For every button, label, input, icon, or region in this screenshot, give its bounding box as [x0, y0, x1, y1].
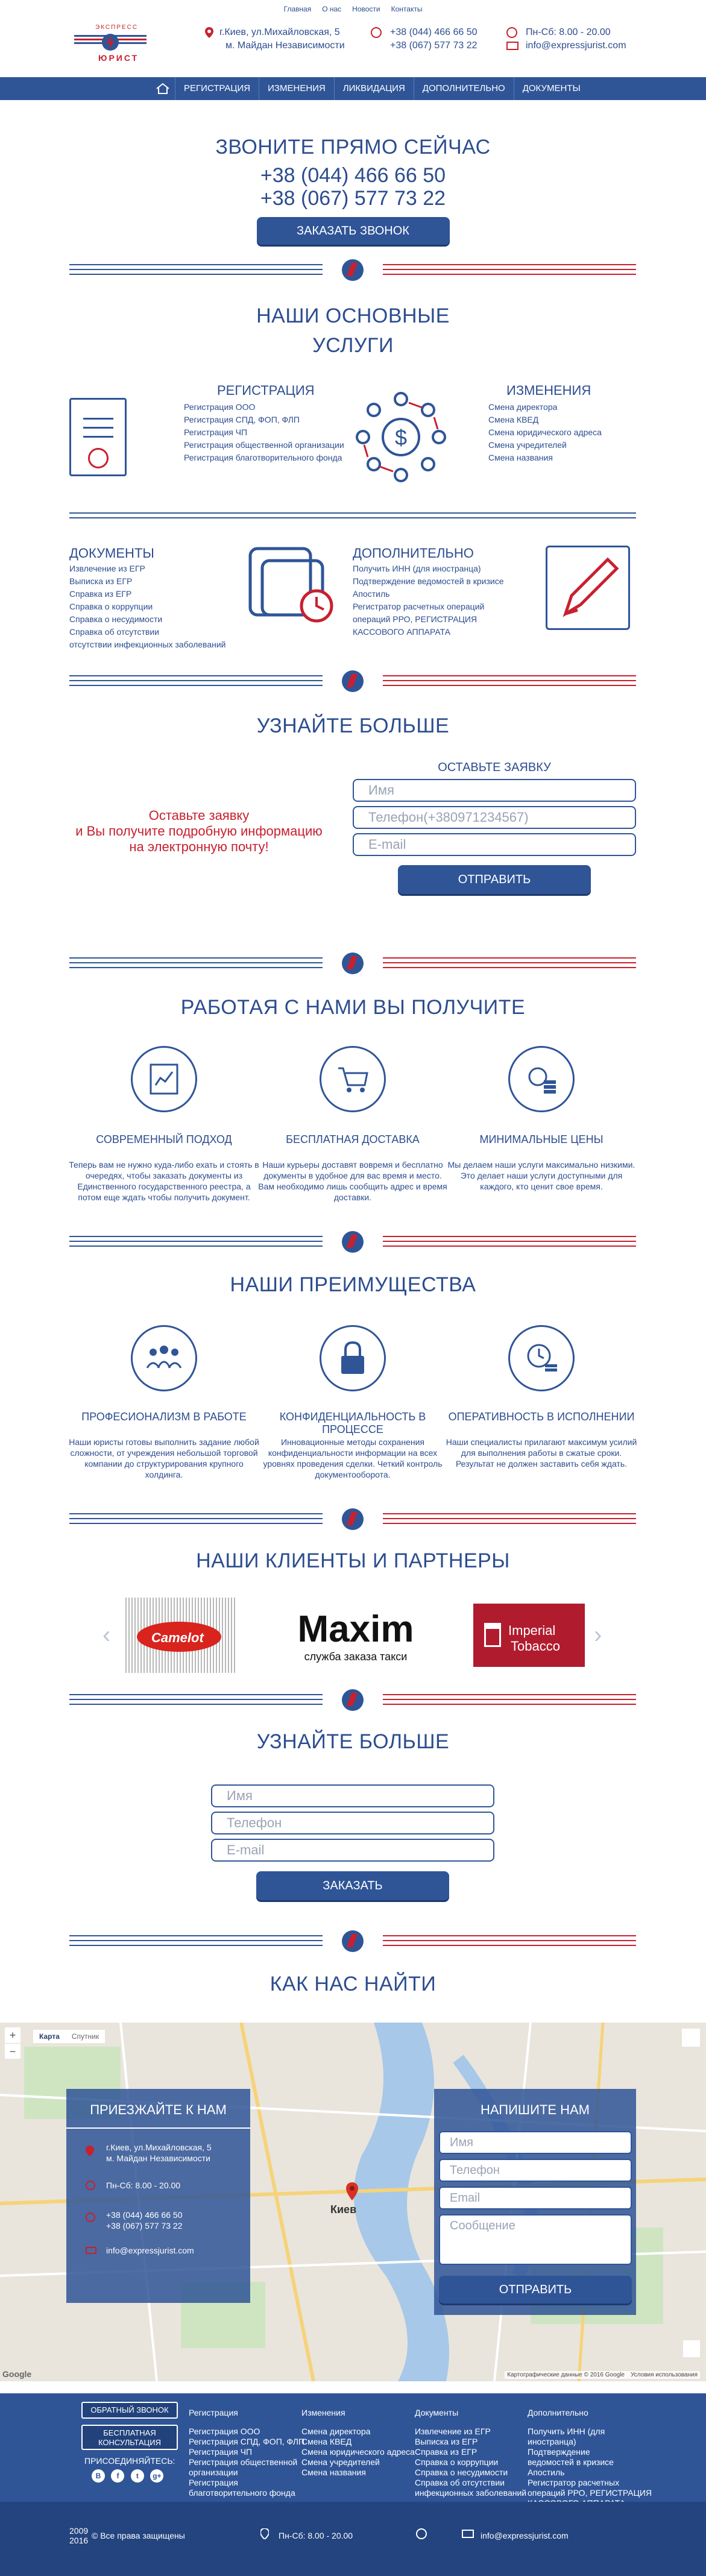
order-button[interactable]: ЗАКАЗАТЬ: [256, 1871, 449, 1900]
call-now-section: [0, 136, 706, 245]
nav-additional[interactable]: ДОПОЛНИТЕЛЬНО: [414, 77, 514, 100]
advantage-title: ОПЕРАТИВНОСТЬ В ИСПОЛНЕНИИ: [448, 1411, 635, 1423]
documents-item[interactable]: Справка о несудимости: [69, 614, 163, 624]
services-section: [0, 304, 706, 357]
footer-link[interactable]: Выписка из ЕГР: [415, 2437, 478, 2446]
lightning-icon: [342, 1689, 364, 1711]
benefit-text: Мы делаем наши услуги максимально низкими. Это делает наши услуги доступными для каждого, кто ценит свое время.: [447, 1160, 635, 1191]
map[interactable]: [0, 2023, 706, 2381]
footer-link[interactable]: Справка о коррупции: [415, 2457, 499, 2467]
phone-icon: [371, 27, 382, 38]
map-attribution: [505, 2371, 700, 2379]
footer-link[interactable]: Справка об отсутствии: [415, 2478, 505, 2487]
maxim-logo-text: Maxim: [297, 1608, 414, 1650]
google-logo: Google: [2, 2369, 32, 2379]
footer-email[interactable]: info@expressjurist.com: [481, 2531, 569, 2540]
services-title2: УСЛУГИ: [312, 334, 394, 357]
main-nav: [0, 77, 706, 100]
documents-item[interactable]: Справка об отсутствии: [69, 627, 159, 637]
visit-phone[interactable]: +38 (044) 466 66 50: [106, 2210, 183, 2220]
benefit-title: МИНИМАЛЬНЫЕ ЦЕНЫ: [479, 1133, 604, 1145]
documents-item[interactable]: Справка о коррупции: [69, 602, 153, 611]
call-now-phone1[interactable]: +38 (044) 466 66 50: [260, 164, 446, 187]
logo[interactable]: [71, 24, 150, 72]
email-input-2[interactable]: E-mail: [211, 1839, 494, 1862]
imperial-logo-text-line1: Imperial: [508, 1623, 556, 1638]
registration-item[interactable]: Регистрация общественной организации: [184, 440, 344, 450]
write-us-title: НАПИШИТЕ НАМ: [480, 2102, 590, 2117]
footer-link[interactable]: Регистрация общественной: [189, 2457, 298, 2467]
registration-item[interactable]: Регистрация ООО: [184, 402, 256, 412]
mail-icon: [506, 42, 518, 50]
copyright-year: 2009: [69, 2526, 89, 2536]
advantage-title: ПРОФЕСИОНАЛИЗМ В РАБОТЕ: [81, 1411, 247, 1423]
footer-link[interactable]: Регистрация ЧП: [189, 2447, 253, 2457]
zoom-in-icon[interactable]: +: [9, 2029, 16, 2041]
learn-more-title-wrap: [0, 714, 706, 738]
header-hours: Пн-Сб: 8.00 - 20.00: [526, 27, 611, 37]
map-tab-satellite[interactable]: Спутник: [71, 2032, 99, 2041]
documents-item[interactable]: Выписка из ЕГР: [69, 576, 133, 586]
social-links: [92, 2469, 167, 2483]
header-email[interactable]: info@expressjurist.com: [526, 40, 626, 51]
copyright-years: [69, 2526, 88, 2545]
facebook-icon[interactable]: f: [111, 2469, 124, 2483]
imperial-tobacco-logo[interactable]: [473, 1604, 585, 1667]
mail-icon: [462, 2530, 474, 2538]
thin-divider: [69, 517, 636, 518]
footer-link[interactable]: организации: [189, 2467, 238, 2477]
section-divider: [69, 951, 636, 975]
documents-item[interactable]: Извлечение из ЕГР: [69, 564, 145, 573]
name-input[interactable]: Имя: [353, 779, 636, 802]
footer-col-title[interactable]: Дополнительно: [528, 2408, 588, 2417]
camelot-logo[interactable]: [124, 1598, 235, 1673]
write-message-textarea[interactable]: Сообщение: [439, 2214, 632, 2265]
find-us-title: КАК НАС НАЙТИ: [269, 1973, 437, 1995]
advantages-title-wrap: [0, 1273, 706, 1297]
lightning-icon: [342, 1508, 364, 1530]
footer-link[interactable]: Регистрация СПД, ФОП, ФЛП: [189, 2437, 304, 2446]
section-divider: [69, 1688, 636, 1712]
map-tab-map[interactable]: Карта: [39, 2032, 60, 2041]
header-phone2[interactable]: +38 (067) 577 73 22: [390, 40, 477, 51]
lightning-icon: [342, 953, 364, 974]
changes-item[interactable]: Смена учредителей: [488, 440, 567, 450]
team-icon: [131, 1325, 197, 1391]
benefit-text: Наши курьеры доставят вовремя и бесплатно документы в удобное для вас время и место. Вам необходимо лишь сообщить адрес и время доставки.: [258, 1160, 447, 1202]
changes-item[interactable]: Смена названия: [488, 453, 553, 462]
documents-icon: [247, 546, 338, 624]
copyright-text: © Все права защищены: [92, 2531, 185, 2540]
section-divider: [69, 1507, 636, 1531]
footer-col-title[interactable]: Регистрация: [189, 2408, 238, 2417]
changes-icon: [356, 392, 446, 482]
footer-link[interactable]: Получить ИНН (для: [528, 2426, 605, 2436]
header-address-line2: м. Майдан Независимости: [225, 40, 345, 51]
maxim-logo-subtitle: служба заказа такси: [304, 1651, 408, 1663]
additional-block: [353, 546, 503, 638]
topnav-contacts[interactable]: Контакты: [391, 5, 423, 13]
phone-icon: [86, 2212, 95, 2222]
footer-link[interactable]: Подтверждение: [528, 2447, 590, 2457]
callback-button[interactable]: ОБРАТНЫЙ ЗВОНОК: [81, 2402, 178, 2419]
footer-link[interactable]: Смена учредителей: [301, 2457, 380, 2467]
footer-link[interactable]: Справка о несудимости: [415, 2467, 508, 2477]
free-consultation-button[interactable]: [81, 2425, 178, 2450]
carousel-next-icon[interactable]: ›: [594, 1622, 602, 1648]
clock-icon: [506, 27, 517, 38]
twitter-icon[interactable]: t: [131, 2469, 144, 2483]
footer-link[interactable]: Апостиль: [528, 2467, 565, 2477]
visit-address-line: г.Киев, ул.Михайловская, 5: [106, 2143, 212, 2152]
footer-link[interactable]: Справка из ЕГР: [415, 2447, 477, 2457]
section-divider: [69, 1929, 636, 1953]
header-phones: [371, 26, 477, 52]
visit-us-panel: [66, 2089, 250, 2303]
map-terms-link[interactable]: Условия использования: [631, 2372, 698, 2378]
clients-title: НАШИ КЛИЕНТЫ И ПАРТНЕРЫ: [196, 1549, 510, 1572]
advantage-title: КОНФИДЕНЦИАЛЬНОСТЬ В ПРОЦЕССЕ: [279, 1411, 426, 1435]
additional-item[interactable]: Апостиль: [353, 589, 390, 599]
section-divider: [69, 1230, 636, 1254]
location-pin-icon: [86, 2146, 94, 2156]
map-marker-icon[interactable]: [346, 2182, 358, 2200]
visit-email[interactable]: info@expressjurist.com: [106, 2246, 194, 2255]
topnav-home[interactable]: Главная: [283, 5, 312, 13]
visit-hours: Пн-Сб: 8.00 - 20.00: [106, 2181, 181, 2190]
join-us-label: ПРИСОЕДИНЯЙТЕСЬ:: [84, 2456, 175, 2466]
footer-link[interactable]: Смена названия: [301, 2467, 366, 2477]
vk-icon[interactable]: В: [92, 2469, 105, 2483]
footer-bottom: [0, 2502, 706, 2576]
footer-link[interactable]: Извлечение из ЕГР: [415, 2426, 491, 2436]
additional-item[interactable]: Регистратор расчетных операций: [353, 602, 485, 611]
consult-line: БЕСПЛАТНАЯ: [103, 2428, 156, 2437]
phone-input[interactable]: Телефон(+380971234567): [353, 806, 636, 829]
clock-icon: [416, 2528, 427, 2539]
registration-icon: [69, 398, 127, 476]
advantage-text: Наши специалисты прилагают максимум усилий для выполнения работы в сжатые сроки. Результат не должен заставить себя ждать.: [446, 1437, 637, 1469]
footer-col-additional: [528, 2408, 652, 2508]
clock-icon: [86, 2181, 95, 2190]
zoom-out-icon[interactable]: −: [5, 2043, 20, 2059]
modern-approach-icon: [131, 1046, 197, 1112]
google-plus-icon[interactable]: g+: [150, 2469, 163, 2483]
nav-registration[interactable]: РЕГИСТРАЦИЯ: [175, 77, 259, 100]
thin-divider: [69, 512, 636, 514]
additional-item[interactable]: Подтверждение ведомостей в кризисе: [353, 576, 504, 586]
documents-item[interactable]: отсутствии инфекционных заболеваний: [69, 640, 226, 649]
learn-more-title: УЗНАЙТЕ БОЛЬШЕ: [256, 714, 450, 737]
lightning-icon: [342, 259, 364, 281]
camelot-logo-text: Camelot: [151, 1630, 204, 1645]
additional-item[interactable]: КАССОВОГО АППАРАТА: [353, 627, 451, 637]
header-address: [205, 26, 345, 52]
visit-us-title: ПРИЕЗЖАЙТЕ К НАМ: [90, 2102, 227, 2117]
footer-link[interactable]: операций РРО, РЕГИСТРАЦИЯ: [528, 2488, 652, 2498]
additional-item[interactable]: Получить ИНН (для иностранца): [353, 564, 481, 573]
consult-line: КОНСУЛЬТАЦИЯ: [98, 2438, 161, 2447]
logo-top-text: ЭКСПРЕСС: [95, 24, 139, 31]
location-pin-icon: [205, 27, 213, 38]
learn-more2-title-wrap: [0, 1730, 706, 1754]
logo-graphic: [71, 24, 150, 72]
benefit-title: СОВРЕМЕННЫЙ ПОДХОД: [96, 1133, 232, 1145]
map-copyright: Картографические данные © 2016 Google: [507, 2372, 625, 2378]
advantages-title: НАШИ ПРЕИМУЩЕСТВА: [230, 1273, 476, 1296]
additional-item[interactable]: операций РРО, РЕГИСТРАЦИЯ: [353, 614, 477, 624]
pencil-icon: [546, 546, 630, 630]
footer: [0, 2393, 706, 2576]
footer-col-title[interactable]: Изменения: [301, 2408, 345, 2417]
changes-item[interactable]: Смена КВЕД: [488, 415, 539, 424]
clients-title-wrap: [0, 1549, 706, 1573]
benefits-title-wrap: [0, 996, 706, 1019]
footer-link[interactable]: иностранца): [528, 2437, 576, 2446]
section-divider: [69, 669, 636, 693]
advantage-text: Наши юристы готовы выполнить задание любой сложности, от учреждения небольшой торговой компании до структурирования крупного холдинга.: [69, 1437, 259, 1479]
footer-col-registration: [189, 2408, 304, 2498]
header-contacts: [506, 26, 626, 52]
copyright-year: 2016: [69, 2536, 89, 2545]
map-type-tabs: [33, 2030, 105, 2043]
registration-item[interactable]: Регистрация ЧП: [184, 427, 248, 437]
footer-link[interactable]: инфекционных заболеваний: [415, 2488, 527, 2498]
topnav-news[interactable]: Новости: [352, 5, 380, 13]
call-now-phone2[interactable]: +38 (067) 577 73 22: [260, 187, 446, 210]
additional-title[interactable]: ДОПОЛНИТЕЛЬНО: [353, 546, 474, 561]
topnav-about[interactable]: О нас: [322, 5, 342, 13]
header-phone1[interactable]: +38 (044) 466 66 50: [390, 27, 477, 37]
write-phone-input[interactable]: Телефон: [439, 2159, 632, 2182]
header: [0, 17, 706, 77]
maxim-logo[interactable]: [292, 1608, 419, 1675]
svg-text:$: $: [394, 425, 408, 450]
email-input[interactable]: E-mail: [353, 833, 636, 856]
lightning-icon: [342, 1930, 364, 1952]
documents-item[interactable]: Справка из ЕГР: [69, 589, 132, 599]
find-us-title-wrap: [0, 1973, 706, 1996]
footer-link[interactable]: Регистрация ООО: [189, 2426, 260, 2436]
footer-link[interactable]: благотворительного фонда: [189, 2488, 295, 2498]
changes-title[interactable]: ИЗМЕНЕНИЯ: [506, 383, 591, 398]
footer-col-changes: [301, 2408, 415, 2478]
order-call-button[interactable]: ЗАКАЗАТЬ ЗВОНОК: [257, 217, 450, 245]
changes-item[interactable]: Смена директора: [488, 402, 558, 412]
benefit-text: Теперь вам не нужно куда-либо ехать и стоять в очередях, чтобы заказать документы из Единственного государственного реестра, а потом еще ждать чтобы получить документ.: [69, 1160, 259, 1202]
imperial-logo-text-line2: Tobacco: [511, 1639, 560, 1654]
home-icon[interactable]: [151, 77, 175, 100]
fullscreen-icon[interactable]: [682, 2029, 700, 2047]
visit-phone[interactable]: +38 (067) 577 73 22: [106, 2221, 183, 2231]
learn-more-note-line: и Вы получите подробную информацию: [75, 824, 323, 839]
registration-item[interactable]: Регистрация СПД, ФОП, ФЛП: [184, 415, 300, 424]
carousel-prev-icon[interactable]: ‹: [102, 1622, 111, 1648]
write-name-input[interactable]: Имя: [439, 2131, 632, 2154]
lightning-icon: [342, 670, 364, 692]
lock-icon: [320, 1325, 386, 1391]
learn-more2-title: УЗНАЙТЕ БОЛЬШЕ: [256, 1730, 450, 1753]
learn-more-note-line: Оставьте заявку: [148, 808, 250, 823]
call-now-title: ЗВОНИТЕ ПРЯМО СЕЙЧАС: [215, 136, 491, 159]
footer-link[interactable]: Регистратор расчетных: [528, 2478, 620, 2487]
header-address-line1: г.Киев, ул.Михайловская, 5: [219, 27, 340, 37]
footer-col-documents: [415, 2408, 526, 2498]
nav-liquidation[interactable]: ЛИКВИДАЦИЯ: [334, 77, 414, 100]
mail-icon: [86, 2247, 96, 2254]
learn-more-note-line: на электронную почту!: [129, 839, 269, 854]
services-title1: НАШИ ОСНОВНЫЕ: [256, 304, 450, 327]
top-nav: [0, 0, 706, 17]
changes-block: [488, 383, 602, 464]
registration-block: [184, 383, 344, 464]
request-form-title: ОСТАВЬТЕ ЗАЯВКУ: [438, 761, 551, 774]
footer-link[interactable]: Смена юридического адреса: [301, 2447, 415, 2457]
location-pin-icon: [260, 2528, 269, 2539]
footer-hours: Пн-Сб: 8.00 - 20.00: [279, 2531, 353, 2540]
zoom-controls: [5, 2027, 20, 2059]
section-divider: [69, 258, 636, 282]
documents-title[interactable]: ДОКУМЕНТЫ: [69, 546, 154, 561]
write-us-panel: [434, 2089, 636, 2315]
benefits-title: РАБОТАЯ С НАМИ ВЫ ПОЛУЧИТЕ: [180, 996, 526, 1019]
footer-link[interactable]: Регистрация: [189, 2478, 238, 2487]
changes-item[interactable]: Смена юридического адреса: [488, 427, 602, 437]
send-button[interactable]: ОТПРАВИТЬ: [398, 865, 591, 894]
documents-block: [69, 546, 226, 651]
learn-more-note: [69, 808, 329, 855]
name-input-2[interactable]: Имя: [211, 1784, 494, 1807]
footer-link[interactable]: ведомостей в кризисе: [528, 2457, 614, 2467]
pegman-icon[interactable]: [683, 2340, 700, 2357]
nav-changes[interactable]: ИЗМЕНЕНИЯ: [259, 77, 334, 100]
phone-input-2[interactable]: Телефон: [211, 1812, 494, 1834]
footer-link[interactable]: Смена директора: [301, 2426, 371, 2436]
clock-coins-icon: [508, 1325, 575, 1391]
visit-address-line: м. Майдан Независимости: [106, 2153, 210, 2163]
lightning-icon: [342, 1231, 364, 1253]
nav-documents[interactable]: ДОКУМЕНТЫ: [514, 77, 589, 100]
advantage-text: Инновационные методы сохранения конфиденциальности информации на всех уровнях проведения сделки. Четкий контроль документооборота.: [263, 1437, 443, 1479]
registration-title[interactable]: РЕГИСТРАЦИЯ: [217, 383, 315, 398]
footer-col-title[interactable]: Документы: [415, 2408, 459, 2417]
write-send-button[interactable]: ОТПРАВИТЬ: [439, 2276, 632, 2304]
benefit-title: БЕСПЛАТНАЯ ДОСТАВКА: [286, 1133, 420, 1145]
cart-icon: [320, 1046, 386, 1112]
write-email-input[interactable]: Email: [439, 2187, 632, 2209]
registration-item[interactable]: Регистрация благотворительного фонда: [184, 453, 342, 462]
footer-link[interactable]: Смена КВЕД: [301, 2437, 352, 2446]
coins-icon: [508, 1046, 575, 1112]
logo-bottom-text: ЮРИСТ: [98, 53, 139, 63]
map-city-label: Киев: [330, 2203, 357, 2215]
